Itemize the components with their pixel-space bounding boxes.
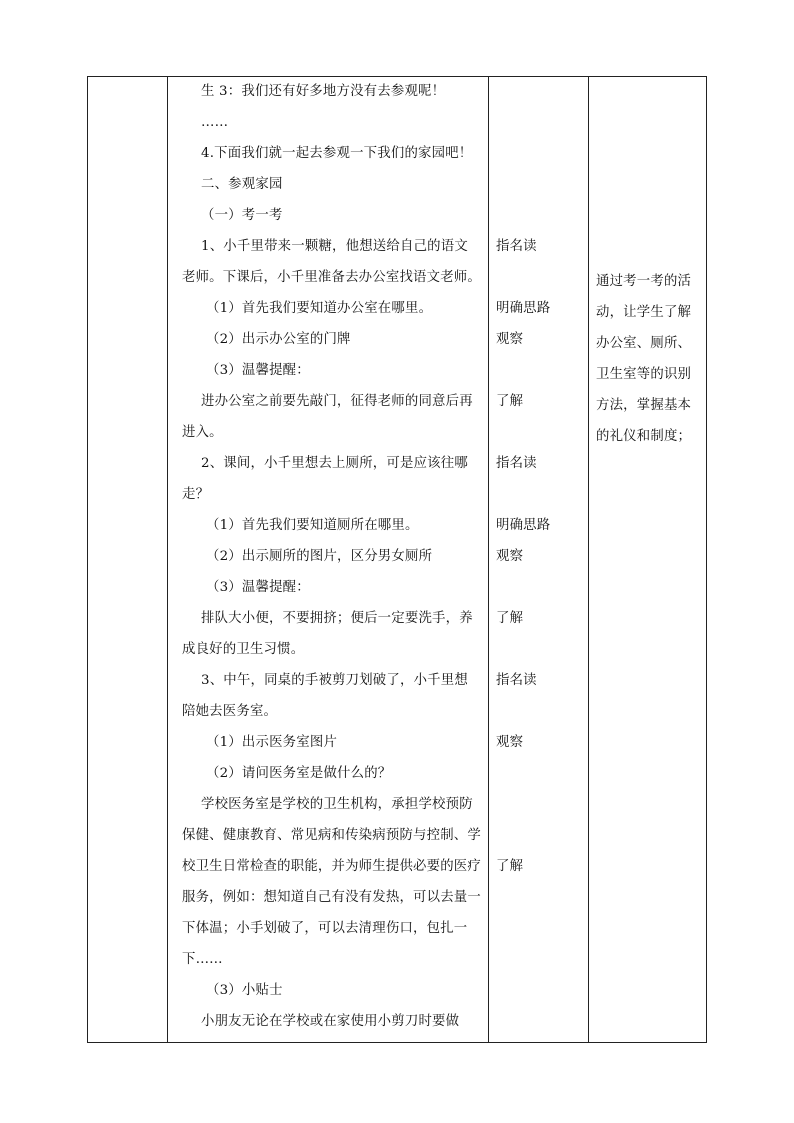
activity-line: 观察: [496, 332, 524, 347]
content-line: 保健、健康教育、常见病和传染病预防与控制、学: [182, 828, 481, 843]
activity-line: 指名读: [496, 239, 537, 254]
content-line: （2）出示厕所的图片，区分男女厕所: [206, 549, 433, 564]
lesson-plan-table: [87, 76, 707, 1043]
content-line: 生 3：我们还有好多地方没有去参观呢！: [201, 84, 446, 99]
design-intent-cell: [589, 77, 707, 1043]
blank-column-cell: [88, 77, 168, 1043]
content-line: 陪她去医务室。: [182, 704, 278, 719]
content-line: 进办公室之前要先敲门，征得老师的同意后再: [201, 394, 473, 409]
teaching-content-cell: [168, 77, 489, 1043]
intent-line: 卫生室等的识别: [596, 367, 692, 382]
content-line: 4.下面我们就一起去参观一下我们的家园吧！: [201, 146, 473, 161]
content-line: 学校医务室是学校的卫生机构，承担学校预防: [201, 797, 473, 812]
content-line: 2、课间，小千里想去上厕所，可是应该往哪: [201, 456, 468, 471]
content-line: （3）温馨提醒：: [206, 363, 310, 378]
content-line: 服务，例如：想知道自己有没有发热，可以去量一: [182, 890, 481, 905]
intent-line: 办公室、厕所、: [596, 336, 692, 351]
activity-line: 指名读: [496, 456, 537, 471]
activity-line: 明确思路: [496, 518, 551, 533]
content-line: 小朋友无论在学校或在家使用小剪刀时要做: [201, 1014, 460, 1029]
activity-line: 指名读: [496, 673, 537, 688]
activity-line: 了解: [496, 394, 524, 409]
intent-line: 动，让学生了解: [596, 305, 692, 320]
content-line: ……: [201, 115, 229, 130]
intent-line: 的礼仪和制度；: [596, 429, 692, 444]
content-line: 校卫生日常检查的职能，并为师生提供必要的医疗: [182, 859, 481, 874]
content-line: 老师。下课后，小千里准备去办公室找语文老师。: [182, 270, 481, 285]
activity-line: 明确思路: [496, 301, 551, 316]
table-row: [88, 77, 707, 1043]
content-line: 3、中午，同桌的手被剪刀划破了，小千里想: [201, 673, 468, 688]
intent-line: 通过考一考的活: [596, 274, 692, 289]
content-line: （3）温馨提醒：: [206, 580, 310, 595]
content-line: 进入。: [182, 425, 223, 440]
student-activity-cell: [489, 77, 589, 1043]
content-line: 1、小千里带来一颗糖，他想送给自己的语文: [201, 239, 468, 254]
section-heading: 二、参观家园: [201, 177, 283, 192]
content-line: 成良好的卫生习惯。: [182, 642, 305, 657]
activity-line: 了解: [496, 611, 524, 626]
content-line: （2）出示办公室的门牌: [206, 332, 351, 347]
activity-line: 观察: [496, 735, 524, 750]
content-line: 下……: [182, 952, 223, 967]
content-line: 排队大小便，不要拥挤；便后一定要洗手，养: [201, 611, 473, 626]
content-line: （1）首先我们要知道办公室在哪里。: [206, 301, 433, 316]
subsection-heading: （一）考一考: [201, 208, 283, 223]
content-line: （3）小贴士: [206, 983, 283, 998]
intent-line: 方法，掌握基本: [596, 398, 692, 413]
content-line: （2）请问医务室是做什么的？: [206, 766, 392, 781]
activity-line: 了解: [496, 859, 524, 874]
content-line: 下体温；小手划破了，可以去清理伤口，包扎一: [182, 921, 468, 936]
content-line: （1）首先我们要知道厕所在哪里。: [206, 518, 419, 533]
activity-line: 观察: [496, 549, 524, 564]
content-line: 走？: [182, 487, 210, 502]
content-line: （1）出示医务室图片: [206, 735, 338, 750]
